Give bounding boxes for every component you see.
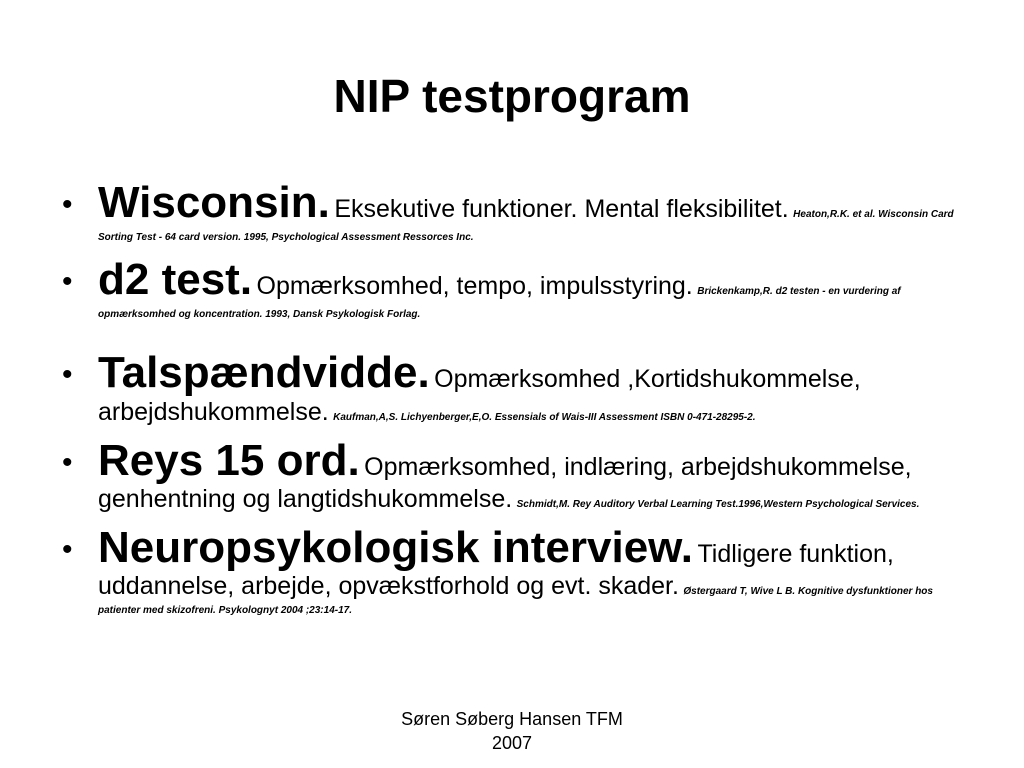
item-heading: d2 test. (98, 255, 253, 305)
bullet-icon: • (62, 358, 73, 392)
item-reference: Schmidt,M. Rey Auditory Verbal Learning Test.1996,Western Psychological Services. (516, 498, 920, 510)
list-item (58, 348, 960, 425)
test-list (58, 178, 960, 628)
item-description: Opmærksomhed, indlæring, arbejdshukommelse, genhentning og langtidshukommelse. (98, 452, 912, 513)
item-description: Opmærksomhed ,Kortidshukommelse, arbejdshukommelse. (98, 365, 861, 426)
item-reference: Brickenkamp,R. d2 testen - en vurdering af opmærksomhed og koncentration. 1993, Dansk Psykologisk Forlag. (98, 286, 901, 321)
footer-author: Søren Søberg Hansen TFM (401, 709, 623, 729)
item-reference: Østergaard T, Wive L B. Kognitive dysfunktioner hos patienter med skizofreni. Psykolognyt 2004 ;23:14-17. (98, 586, 933, 617)
footer-year: 2007 (491, 733, 533, 753)
bullet-icon: • (62, 265, 73, 299)
item-reference: Kaufman,A,S. Lichyenberger,E,O. Essensials of Wais-III Assessment ISBN 0-471-28295-2. (333, 411, 756, 423)
item-heading: Neuropsykologisk interview. (98, 522, 693, 572)
item-heading: Talspændvidde. (98, 348, 430, 398)
list-item (58, 178, 960, 245)
slide-footer (0, 707, 1024, 755)
list-item (58, 523, 960, 618)
item-text (98, 348, 960, 425)
item-description: Tidligere funktion, uddannelse, arbejde, opvækstforhold og evt. skader. (98, 539, 894, 601)
item-heading: Reys 15 ord. (98, 435, 360, 485)
item-reference: Heaton,R.K. et al. Wisconsin Card Sorting Test - 64 card version. 1995, Psychological Assessment Ressorces Inc. (98, 209, 954, 244)
item-description: Opmærksomhed, tempo, impulsstyring. (256, 272, 693, 301)
bullet-icon: • (62, 445, 73, 479)
item-heading: Wisconsin. (98, 178, 330, 227)
item-text (98, 436, 960, 513)
bullet-icon: • (62, 532, 73, 566)
slide-title: NIP testprogram (333, 70, 691, 122)
list-item (58, 255, 960, 322)
item-text (98, 523, 960, 618)
bullet-icon: • (62, 188, 73, 221)
item-text (98, 255, 960, 322)
list-item (58, 436, 960, 513)
item-text (98, 178, 960, 245)
item-description: Eksekutive funktioner. Mental fleksibilitet. (334, 195, 789, 223)
